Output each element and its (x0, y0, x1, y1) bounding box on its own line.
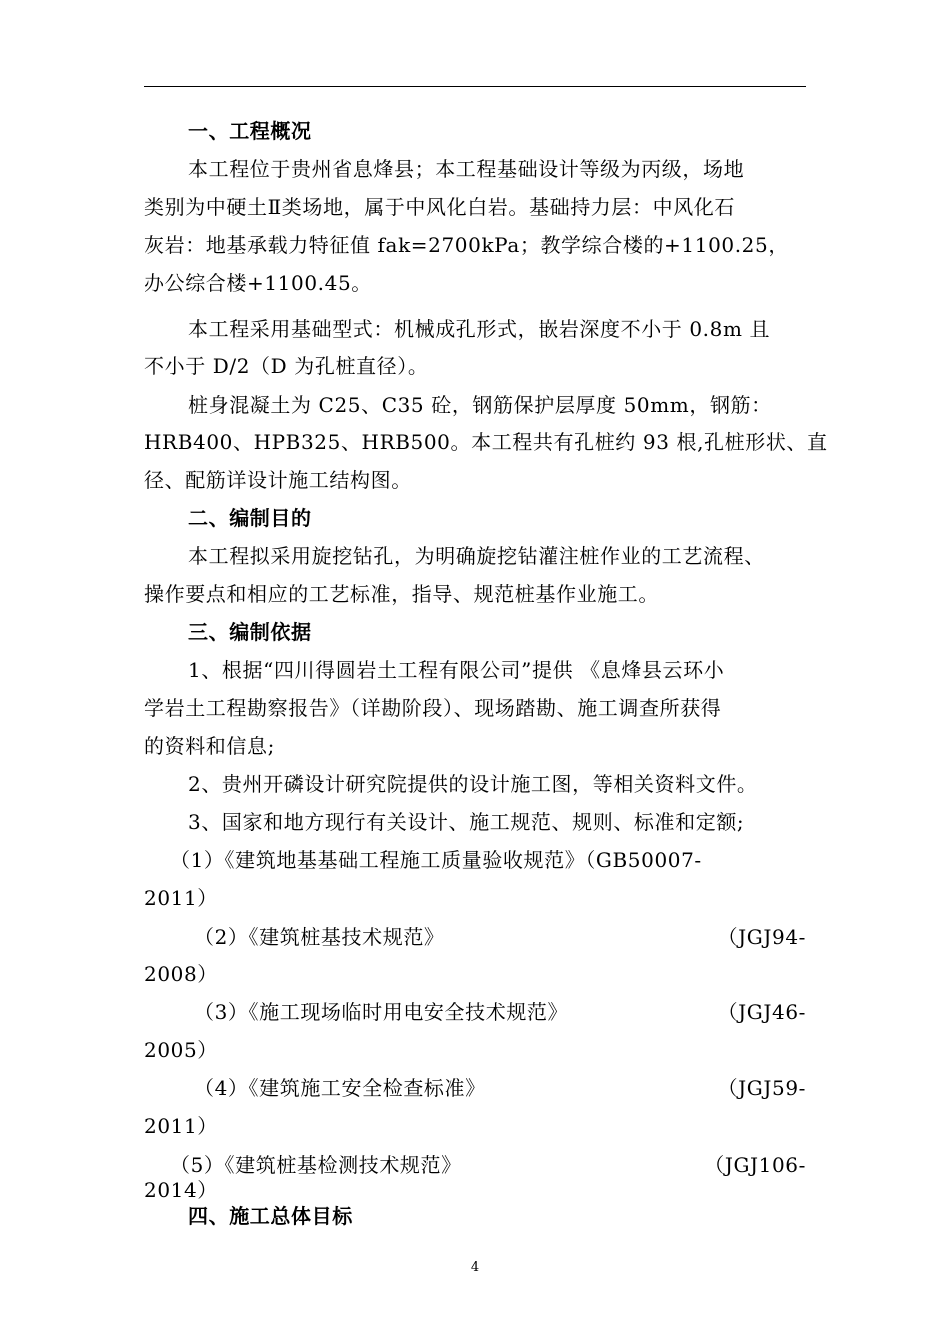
section-heading-purpose: 二、编制目的 (188, 506, 312, 530)
standard-item (144, 999, 806, 1025)
paragraph-line: 灰岩：地基承载力特征值 fak=2700kPa；教学综合楼的+1100.25， (144, 233, 789, 257)
standard-item: （1）《建筑地基基础工程施工质量验收规范》（GB50007- (170, 848, 702, 872)
standard-item (144, 1075, 806, 1101)
standard-title: （4）《建筑施工安全检查标准》 (194, 1076, 486, 1100)
list-item-line: 学岩土工程勘察报告》（详勘阶段）、现场踏勘、施工调查所获得 (144, 696, 722, 720)
list-item-line: 3、国家和地方现行有关设计、施工规范、规则、标准和定额; (188, 810, 745, 834)
section-heading-goals: 四、施工总体目标 (188, 1204, 353, 1228)
standard-item-continuation: 2014） (144, 1178, 218, 1202)
standard-code: （JGJ94- (717, 925, 806, 949)
paragraph-line: 本工程拟采用旋挖钻孔，为明确旋挖钻灌注桩作业的工艺流程、 (188, 544, 765, 568)
paragraph-line: HRB400、HPB325、HRB500。本工程共有孔桩约 93 根,孔桩形状、直 (144, 430, 828, 454)
standard-item-continuation: 2011） (144, 886, 218, 910)
standard-item-continuation: 2011） (144, 1114, 218, 1138)
paragraph-line: 办公综合楼+1100.45。 (144, 271, 372, 295)
paragraph-line: 径、配筋详设计施工结构图。 (144, 468, 412, 492)
list-item-line: 1、根据“四川得圆岩土工程有限公司”提供 《息烽县云环小 (188, 658, 725, 682)
standard-title: （2）《建筑桩基技术规范》 (194, 925, 445, 949)
paragraph-line: 不小于 D/2（D 为孔桩直径）。 (144, 354, 429, 378)
paragraph-line: 本工程采用基础型式：机械成孔形式，嵌岩深度不小于 0.8m 且 (188, 317, 771, 341)
standard-item-continuation: 2005） (144, 1038, 218, 1062)
paragraph-line: 桩身混凝土为 C25、C35 砼，钢筋保护层厚度 50mm，钢筋： (188, 393, 772, 417)
list-item-line: 2、贵州开磷设计研究院提供的设计施工图，等相关资料文件。 (188, 772, 758, 796)
list-item-line: 的资料和信息; (144, 734, 275, 758)
standard-item (144, 924, 806, 950)
page-number: 4 (470, 1260, 480, 1275)
paragraph-line: 操作要点和相应的工艺标准，指导、规范桩基作业施工。 (144, 582, 659, 606)
paragraph-line: 类别为中硬土Ⅱ类场地，属于中风化白岩。基础持力层：中风化石 (144, 195, 735, 219)
standard-code: （JGJ106- (704, 1153, 806, 1177)
standard-code: （JGJ46- (717, 1000, 806, 1024)
standard-title: （5）《建筑桩基检测技术规范》 (170, 1153, 462, 1177)
standard-item (144, 1152, 806, 1178)
standard-code: （JGJ59- (717, 1076, 806, 1100)
section-heading-overview: 一、工程概况 (188, 119, 312, 143)
standard-item-continuation: 2008） (144, 962, 218, 986)
paragraph-line: 本工程位于贵州省息烽县；本工程基础设计等级为丙级，场地 (188, 157, 745, 181)
section-heading-basis: 三、编制依据 (188, 620, 312, 644)
header-rule (144, 86, 806, 87)
standard-title: （3）《施工现场临时用电安全技术规范》 (194, 1000, 569, 1024)
